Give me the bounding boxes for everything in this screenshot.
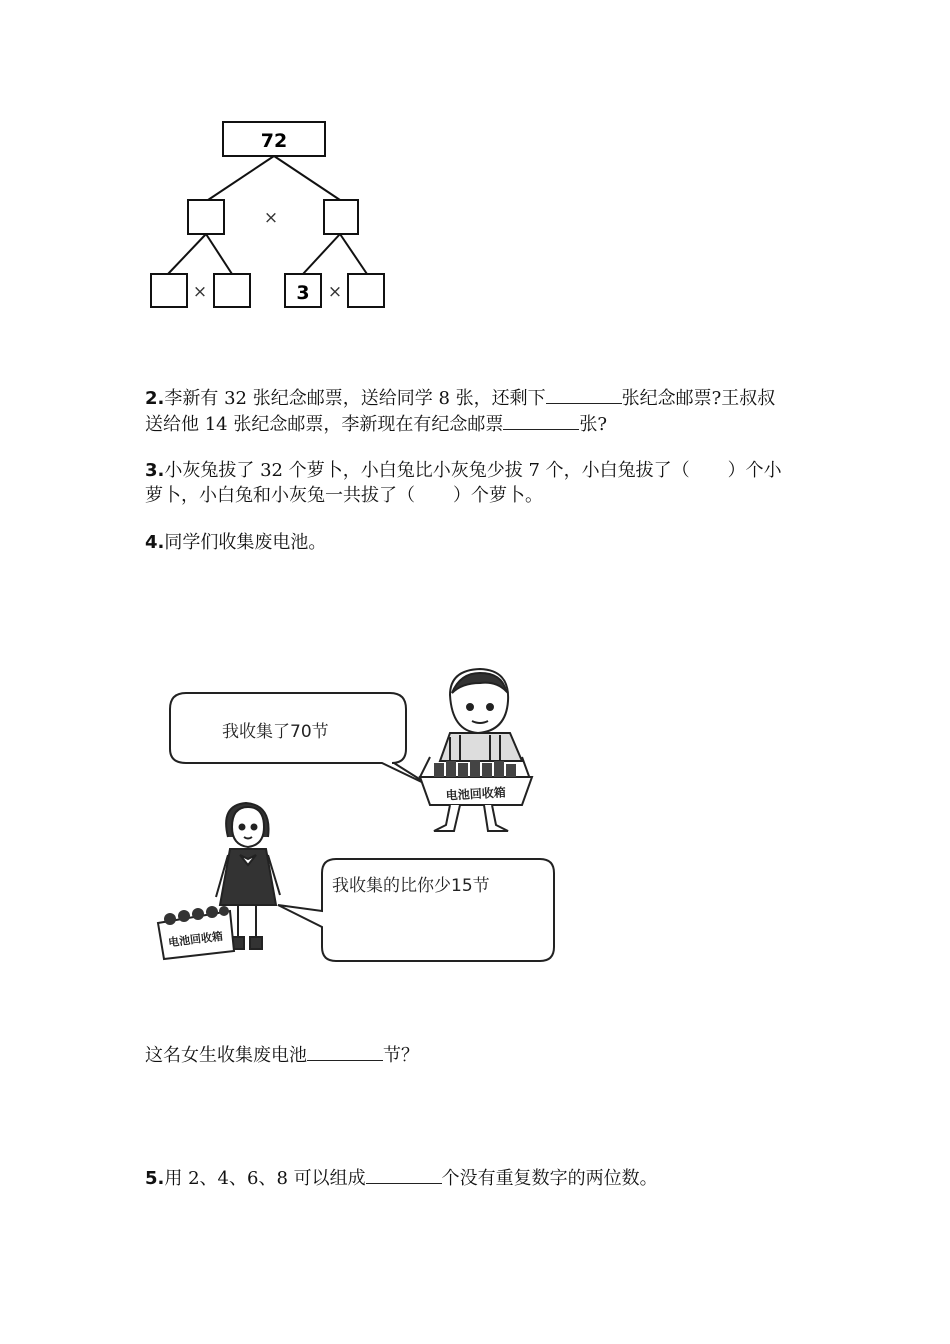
question-4-followup-text-a: 这名女生收集废电池 [145, 1045, 307, 1066]
tree-right-times: × [327, 282, 343, 302]
tree-middle-times: × [263, 208, 279, 228]
girl-bubble-text: 我收集的比你少15节 [332, 876, 490, 896]
factor-tree-diagram [140, 110, 400, 320]
tree-leaf-1-box [151, 274, 187, 307]
tree-leaf-2-box [214, 274, 250, 307]
answer-blank-remaining-stamps[interactable] [546, 385, 622, 404]
question-3-text-d: ）个萝卜。 [453, 485, 543, 506]
tree-mid-left-box [188, 200, 224, 234]
question-3-line-1 [145, 458, 782, 483]
tree-root-value: 72 [260, 130, 288, 152]
battery-collection-illustration [150, 665, 570, 975]
question-4 [145, 530, 326, 555]
question-3-line-2 [145, 483, 782, 508]
question-3 [145, 458, 782, 508]
tree-leaf-4-box [348, 274, 384, 307]
question-2-text-b: 张纪念邮票?王叔叔 [621, 388, 776, 409]
question-4-text: 同学们收集废电池。 [164, 532, 327, 553]
question-2 [145, 385, 775, 437]
boy-figure [420, 669, 532, 831]
tree-given-leaf-value: 3 [296, 282, 310, 304]
question-4-followup-text-b: 节？ [383, 1045, 419, 1066]
question-2-number: 2. [145, 388, 165, 409]
girl-box-label: 电池回收箱 [167, 929, 224, 950]
tree-mid-right-box [324, 200, 358, 234]
question-3-text-a: 小灰兔拔了 32 个萝卜，小白兔比小灰兔少拔 7 个，小白兔拔了（ [164, 460, 690, 481]
question-3-number: 3. [145, 460, 165, 481]
answer-blank-total-stamps[interactable] [503, 411, 579, 430]
girl-speech-bubble [278, 859, 554, 961]
question-2-text-d: 张? [579, 414, 608, 435]
question-4-number: 4. [145, 532, 165, 553]
question-5-number: 5. [145, 1168, 165, 1189]
question-5-text-b: 个没有重复数字的两位数。 [441, 1168, 658, 1189]
answer-blank-girl-batteries[interactable] [307, 1042, 383, 1061]
question-3-text-c: 萝卜，小白兔和小灰兔一共拔了（ [145, 485, 415, 506]
question-4-followup [145, 1042, 419, 1068]
question-2-line-2 [145, 411, 775, 437]
answer-blank-two-digit-count[interactable] [366, 1165, 442, 1184]
question-5 [145, 1165, 658, 1191]
question-2-text-c: 送给他 14 张纪念邮票，李新现在有纪念邮票 [145, 414, 504, 435]
question-3-text-b: ）个小 [727, 460, 782, 481]
boy-box-label: 电池回收箱 [445, 785, 507, 803]
question-2-line-1 [145, 385, 775, 411]
question-2-text-a: 李新有 32 张纪念邮票，送给同学 8 张，还剩下 [164, 388, 546, 409]
question-5-text-a: 用 2、4、6、8 可以组成 [164, 1168, 366, 1189]
boy-bubble-text: 我收集了70节 [222, 722, 329, 742]
tree-left-times: × [192, 282, 208, 302]
